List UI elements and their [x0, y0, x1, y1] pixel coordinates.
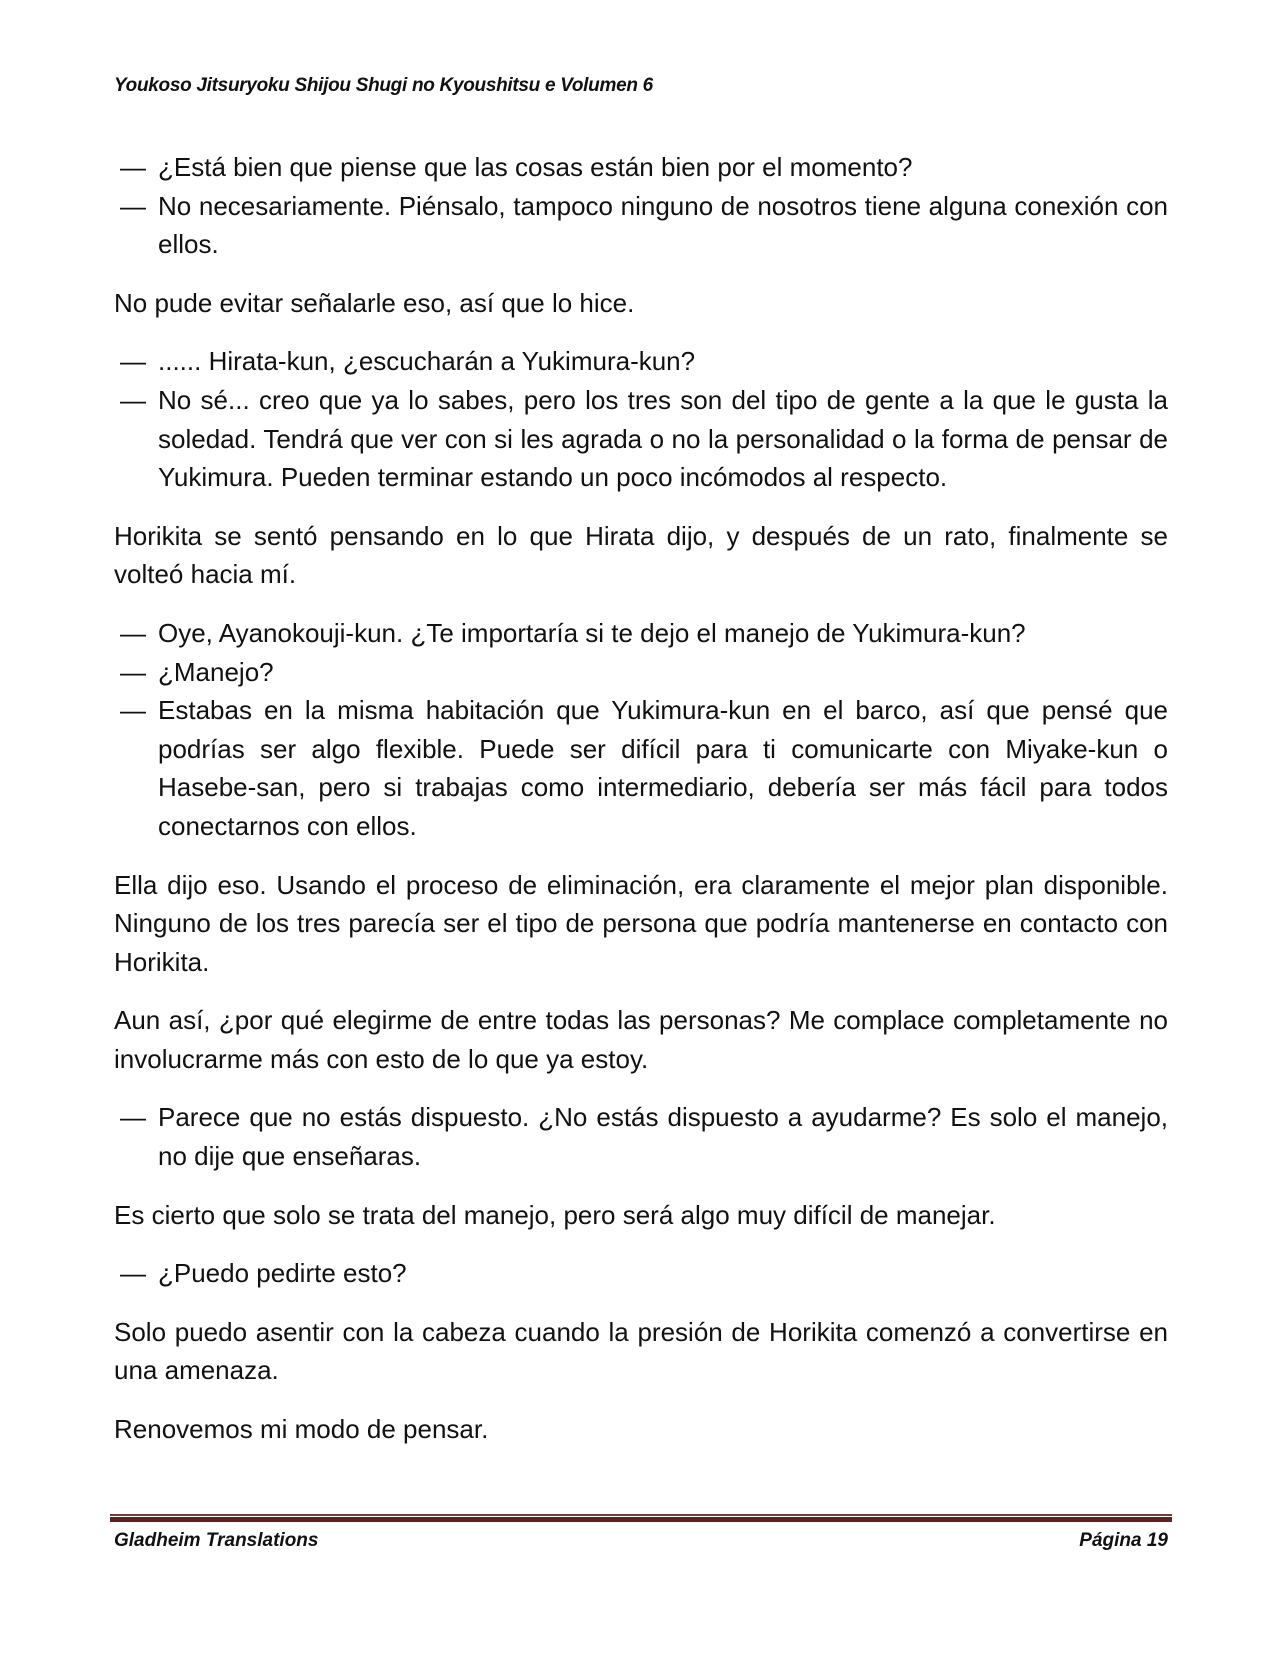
- dialogue-dash: —: [120, 346, 146, 377]
- dialogue-group: [114, 148, 1168, 264]
- dialogue-line: [114, 614, 1168, 653]
- paragraph: Es cierto que solo se trata del manejo, pero será algo muy difícil de manejar.: [114, 1199, 996, 1230]
- dialogue-text: Parece que no estás dispuesto. ¿No estás dispuesto a ayudarme? Es solo el manejo, no dije que enseñaras.: [158, 1102, 1168, 1172]
- dialogue-dash: —: [120, 695, 146, 726]
- page-number: Página 19: [1079, 1530, 1168, 1551]
- dialogue-text: ¿Puedo pedirte esto?: [158, 1258, 407, 1289]
- dialogue-text: ¿Está bien que piense que las cosas están bien por el momento?: [158, 152, 913, 182]
- dialogue-group: [114, 614, 1168, 846]
- dialogue-text: No sé... creo que ya lo sabes, pero los tres son del tipo de gente a la que le gusta la soledad. Tendrá que ver con si les agrada o no la personalidad o la forma de pensar de Yukimura. Pueden terminar estando un poco incómodos al respecto.: [158, 384, 1168, 493]
- footer-rule: [110, 1514, 1172, 1522]
- dialogue-dash: —: [120, 384, 146, 415]
- dialogue-text: ¿Manejo?: [158, 656, 274, 687]
- paragraph: Ella dijo eso. Usando el proceso de eliminación, era claramente el mejor plan disponible. Ninguno de los tres parecía ser el tipo de persona que podría mantenerse en contacto con Horikita.: [114, 869, 1168, 977]
- dialogue-line: [114, 1254, 1168, 1293]
- dialogue-text: No necesariamente. Piénsalo, tampoco ninguno de nosotros tiene alguna conexión con ellos.: [158, 190, 1168, 260]
- dialogue-dash: —: [120, 656, 146, 687]
- dialogue-line: [114, 381, 1168, 497]
- dialogue-line: [114, 653, 1168, 692]
- footer: [114, 1530, 1168, 1552]
- dialogue-dash: —: [120, 152, 146, 182]
- paragraph: Solo puedo asentir con la cabeza cuando la presión de Horikita comenzó a convertirse en una amenaza.: [114, 1316, 1168, 1386]
- dialogue-group: [114, 1254, 1168, 1293]
- dialogue-line: [114, 691, 1168, 845]
- dialogue-dash: —: [120, 617, 146, 648]
- paragraph: Renovemos mi modo de pensar.: [114, 1414, 489, 1445]
- dialogue-group: [114, 342, 1168, 496]
- dialogue-dash: —: [120, 1258, 146, 1289]
- page-body: [114, 148, 1168, 1469]
- footer-publisher: Gladheim Translations: [114, 1530, 319, 1551]
- dialogue-line: [114, 1098, 1168, 1175]
- dialogue-text: ...... Hirata-kun, ¿escucharán a Yukimura-kun?: [158, 346, 696, 377]
- paragraph: No pude evitar señalarle eso, así que lo hice.: [114, 287, 635, 318]
- dialogue-line: [114, 187, 1168, 264]
- dialogue-line: [114, 148, 1168, 187]
- dialogue-text: Estabas en la misma habitación que Yukimura-kun en el barco, así que pensé que podrías ser algo flexible. Puede ser difícil para ti comunicarte con Miyake-kun o Hasebe-san, pero si trabajas como intermediario, debería ser más fácil para todos conectarnos con ellos.: [158, 695, 1168, 841]
- dialogue-dash: —: [120, 190, 146, 221]
- paragraph: Aun así, ¿por qué elegirme de entre todas las personas? Me complace completamente no involucrarme más con esto de lo que ya estoy.: [114, 1005, 1168, 1074]
- dialogue-group: [114, 1098, 1168, 1175]
- paragraph: Horikita se sentó pensando en lo que Hirata dijo, y después de un rato, finalmente se volteó hacia mí.: [114, 520, 1168, 590]
- running-header: Youkoso Jitsuryoku Shijou Shugi no Kyoushitsu e Volumen 6: [114, 75, 653, 96]
- dialogue-line: [114, 342, 1168, 381]
- dialogue-text: Oye, Ayanokouji-kun. ¿Te importaría si te dejo el manejo de Yukimura-kun?: [158, 617, 1026, 648]
- dialogue-dash: —: [120, 1102, 146, 1133]
